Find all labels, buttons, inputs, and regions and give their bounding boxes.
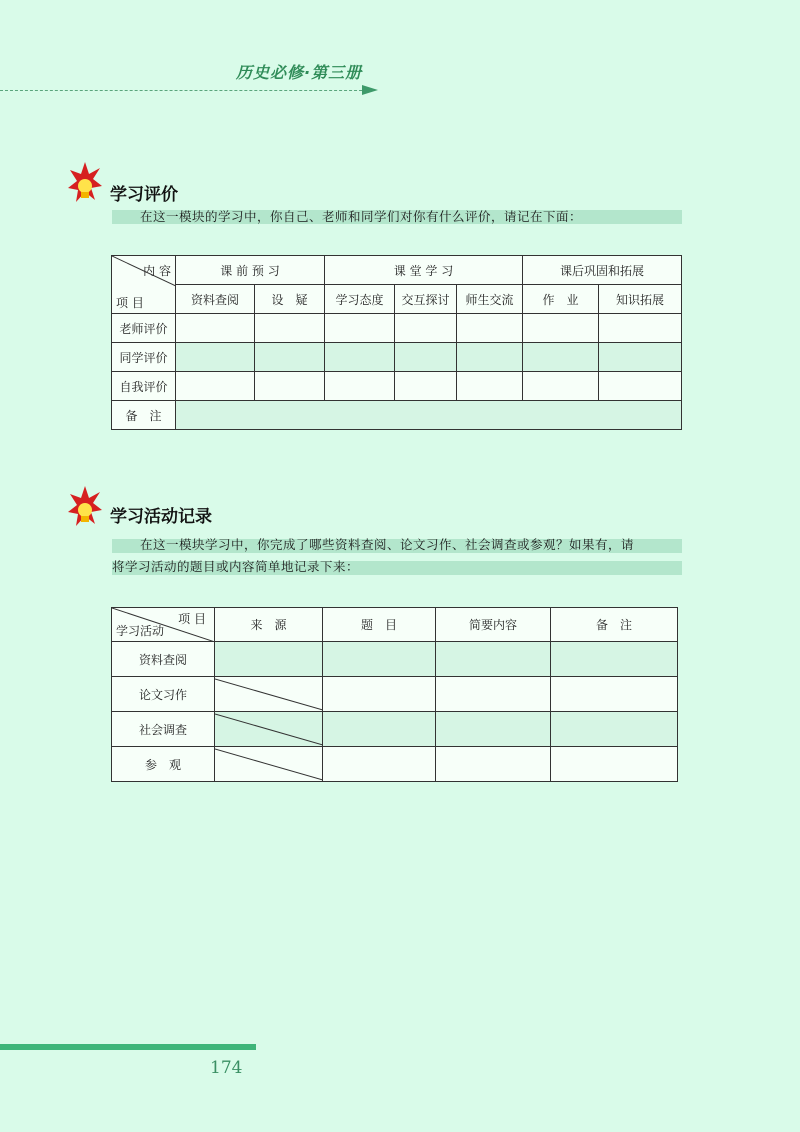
subheader-cell: 作 业 bbox=[523, 285, 599, 314]
header-arrow-icon bbox=[362, 85, 378, 95]
row-label: 社会调查 bbox=[112, 712, 215, 747]
blank-cell[interactable] bbox=[323, 747, 436, 782]
blank-cell[interactable] bbox=[176, 343, 255, 372]
blank-cell[interactable] bbox=[436, 747, 551, 782]
blank-cell[interactable] bbox=[255, 314, 325, 343]
table-row bbox=[112, 314, 682, 343]
blank-cell[interactable] bbox=[395, 314, 457, 343]
blank-cell[interactable] bbox=[551, 712, 678, 747]
evaluation-table bbox=[111, 255, 682, 430]
blank-cell[interactable] bbox=[523, 314, 599, 343]
blank-cell[interactable] bbox=[325, 372, 395, 401]
subheader-cell: 资料查阅 bbox=[176, 285, 255, 314]
blank-cell[interactable] bbox=[325, 343, 395, 372]
blank-cell[interactable] bbox=[457, 343, 523, 372]
blank-cell[interactable] bbox=[599, 372, 682, 401]
blank-cell[interactable] bbox=[323, 677, 436, 712]
column-header: 题 目 bbox=[323, 608, 436, 642]
intro-evaluation: 在这一模块的学习中，你自己、老师和同学们对你有什么评价，请记在下面： bbox=[140, 209, 583, 224]
blank-cell[interactable] bbox=[323, 642, 436, 677]
blank-cell[interactable] bbox=[436, 712, 551, 747]
corner-label-content: 内 容 bbox=[143, 264, 171, 278]
blank-cell[interactable] bbox=[599, 343, 682, 372]
header-dashed-rule bbox=[0, 90, 372, 91]
lightbulb-burst-icon bbox=[68, 486, 102, 532]
column-header: 备 注 bbox=[551, 608, 678, 642]
blank-cell[interactable] bbox=[325, 314, 395, 343]
table-row bbox=[112, 712, 678, 747]
table-row bbox=[112, 372, 682, 401]
row-label: 老师评价 bbox=[112, 314, 176, 343]
group-header-classroom: 课 堂 学 习 bbox=[325, 256, 523, 285]
blank-cell[interactable] bbox=[551, 747, 678, 782]
blank-cell[interactable] bbox=[436, 677, 551, 712]
blank-cell[interactable] bbox=[523, 343, 599, 372]
blank-cell[interactable] bbox=[176, 372, 255, 401]
blank-cell[interactable] bbox=[551, 642, 678, 677]
section-title-activity: 学习活动记录 bbox=[110, 507, 212, 527]
column-header: 来 源 bbox=[215, 608, 323, 642]
intro-activity-line2: 将学习活动的题目或内容简单地记录下来： bbox=[112, 559, 360, 574]
table-row bbox=[112, 401, 682, 430]
notes-cell[interactable] bbox=[176, 401, 682, 430]
corner-label-item: 项 目 bbox=[178, 612, 206, 626]
blank-cell[interactable] bbox=[215, 642, 323, 677]
corner-label-activity: 学习活动 bbox=[116, 624, 165, 638]
struck-cell bbox=[215, 747, 323, 782]
activity-table bbox=[111, 607, 678, 782]
blank-cell[interactable] bbox=[457, 372, 523, 401]
corner-label-item: 项 目 bbox=[116, 296, 144, 310]
blank-cell[interactable] bbox=[599, 314, 682, 343]
blank-cell[interactable] bbox=[395, 372, 457, 401]
blank-cell[interactable] bbox=[523, 372, 599, 401]
table-row bbox=[112, 642, 678, 677]
subheader-cell: 交互探讨 bbox=[395, 285, 457, 314]
corner-header-cell bbox=[112, 608, 215, 642]
subheader-cell: 知识拓展 bbox=[599, 285, 682, 314]
row-label: 论文习作 bbox=[112, 677, 215, 712]
blank-cell[interactable] bbox=[551, 677, 678, 712]
row-label: 同学评价 bbox=[112, 343, 176, 372]
row-label: 备 注 bbox=[112, 401, 176, 430]
blank-cell[interactable] bbox=[255, 343, 325, 372]
table-row bbox=[112, 747, 678, 782]
subheader-cell: 师生交流 bbox=[457, 285, 523, 314]
subheader-cell: 设 疑 bbox=[255, 285, 325, 314]
intro-activity-line1: 在这一模块学习中，你完成了哪些资料查阅、论文习作、社会调查或参观？如果有，请 bbox=[140, 537, 635, 552]
row-label: 自我评价 bbox=[112, 372, 176, 401]
blank-cell[interactable] bbox=[176, 314, 255, 343]
blank-cell[interactable] bbox=[395, 343, 457, 372]
blank-cell[interactable] bbox=[323, 712, 436, 747]
subheader-cell: 学习态度 bbox=[325, 285, 395, 314]
blank-cell[interactable] bbox=[255, 372, 325, 401]
struck-cell bbox=[215, 677, 323, 712]
blank-cell[interactable] bbox=[436, 642, 551, 677]
row-label: 参 观 bbox=[112, 747, 215, 782]
column-header: 简要内容 bbox=[436, 608, 551, 642]
group-header-consolidation: 课后巩固和拓展 bbox=[523, 256, 682, 285]
group-header-preview: 课 前 预 习 bbox=[176, 256, 325, 285]
corner-header-cell bbox=[112, 256, 176, 314]
table-row bbox=[112, 677, 678, 712]
section-title-evaluation: 学习评价 bbox=[110, 185, 178, 205]
row-label: 资料查阅 bbox=[112, 642, 215, 677]
footer-accent-bar bbox=[0, 1044, 256, 1050]
blank-cell[interactable] bbox=[457, 314, 523, 343]
page-number: 174 bbox=[210, 1058, 243, 1078]
table-row bbox=[112, 343, 682, 372]
struck-cell bbox=[215, 712, 323, 747]
lightbulb-burst-icon bbox=[68, 162, 102, 208]
header-book-title: 历史必修·第三册 bbox=[236, 63, 363, 82]
